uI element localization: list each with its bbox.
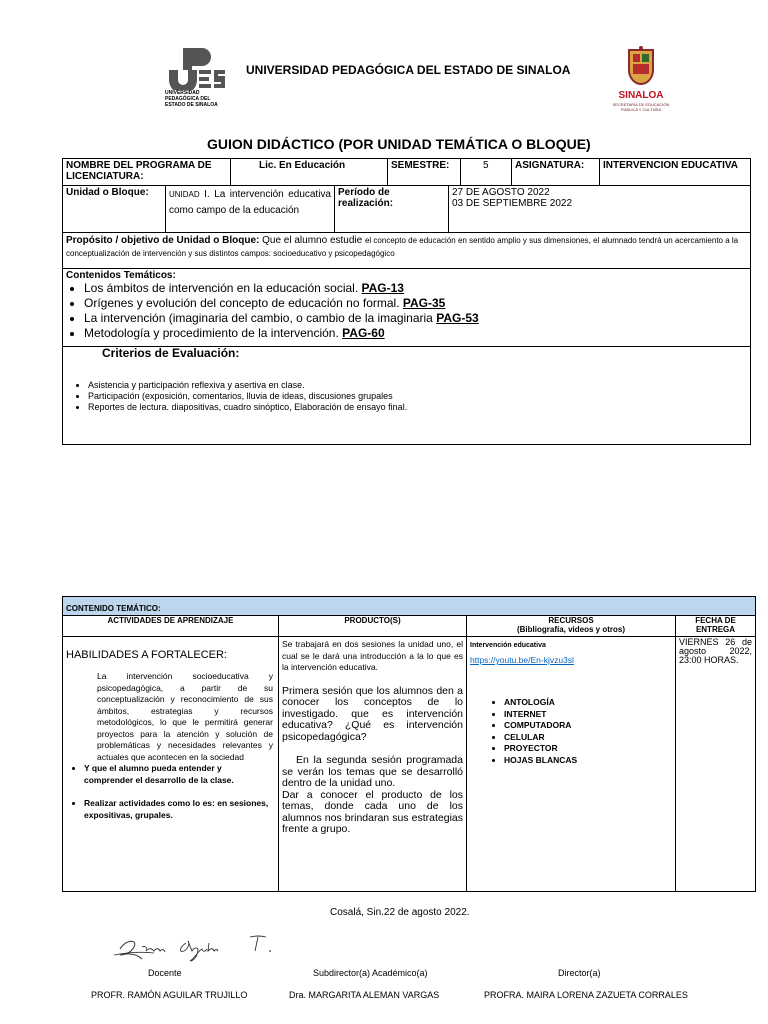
criteria-item: • Asistencia y participación reflexiva y asertiva en clase. <box>88 380 747 391</box>
sinaloa-shield-icon <box>621 46 661 90</box>
product-paragraph: Primera sesión que los alumnos den a conocer los conceptos de lo investigado. que es intervención educativa? ¿Qué es intervención psicopedagógica? <box>282 684 463 743</box>
period-label: Período de realización: <box>334 185 449 233</box>
content-section-header: CONTENIDO TEMÁTICO: <box>62 596 756 616</box>
unit-value <box>165 185 335 233</box>
name-director: PROFRA. MAIRA LORENA ZAZUETA CORRALES <box>484 990 688 1000</box>
contents-item-text: Los ámbitos de intervención en la educación social. <box>84 281 359 295</box>
resource-item: • INTERNET <box>504 709 672 721</box>
upes-logo-line: UNIVERSIDAD <box>165 90 200 96</box>
col-header-resources-sub: (Bibliografía, videos y otros) <box>516 625 625 634</box>
activities-cell <box>62 636 279 892</box>
sinaloa-logo-sub: SECRETARÍA DE EDUCACIÓN <box>612 102 670 107</box>
resources-cell <box>466 636 676 892</box>
criteria-section <box>62 346 751 445</box>
contents-item <box>84 296 747 311</box>
contents-item <box>84 326 747 341</box>
contents-item-page: PAG-35 <box>402 296 446 310</box>
col-header-date: FECHA DE ENTREGA <box>675 615 756 637</box>
contents-item-text: La intervención (imaginaria del cambio, o cambio de la imaginaria <box>84 311 433 325</box>
subject-value: INTERVENCION EDUCATIVA <box>599 158 751 186</box>
contents-item-page: PAG-13 <box>361 281 404 295</box>
resource-item: • CELULAR <box>504 732 672 744</box>
resource-item: • COMPUTADORA <box>504 720 672 732</box>
sinaloa-logo-sub: PÚBLICA Y CULTURA <box>620 107 662 112</box>
purpose-lead: Que el alumno estudie <box>262 235 363 246</box>
place-date: Cosalá, Sin.22 de agosto 2022. <box>330 907 470 918</box>
contents-item-text: Orígenes y evolución del concepto de educación no formal. <box>84 296 400 310</box>
unit-label: Unidad o Bloque: <box>62 185 166 233</box>
due-date-cell: VIERNES 26 de agosto 2022, 23:00 HORAS. <box>675 636 756 892</box>
col-header-product: PRODUCTO(S) <box>278 615 467 637</box>
program-value: Lic. En Educación <box>230 158 388 186</box>
unit-value-text: I. La intervención educativa como campo de la educación <box>169 189 331 216</box>
criteria-item: • Participación (exposición, comentarios, lluvia de ideas, discusiones grupales <box>88 391 747 402</box>
product-cell <box>278 636 467 892</box>
document-title: GUION DIDÁCTICO (POR UNIDAD TEMÁTICA O BLOQUE) <box>207 136 591 152</box>
purpose-text: el concepto de educación en sentido amplio y sus dimensiones, el alumnado tendrá un acercamiento a la conceptualización de intervención y sus distintos campos: socioeducativo y psicopedagógico <box>66 236 739 258</box>
skills-title <box>66 649 278 661</box>
sinaloa-logo-name: SINALOA <box>618 90 664 101</box>
name-teacher: PROFR. RAMÓN AGUILAR TRUJILLO <box>91 990 248 1000</box>
skills-bullet: • Y que el alumno pueda entender y comprender el desarrollo de la clase. <box>84 763 273 786</box>
purpose-row <box>62 232 751 269</box>
period-end: 03 DE SEPTIEMBRE 2022 <box>452 198 573 209</box>
col-header-resources <box>466 615 676 637</box>
resource-item: • PROYECTOR <box>504 743 672 755</box>
sinaloa-logo <box>602 46 680 114</box>
upes-logo-mark <box>169 48 225 90</box>
resources-video-link[interactable]: https://youtu.be/En-kjvzu3sl <box>470 655 574 665</box>
product-paragraph: Se trabajará en dos sesiones la unidad uno, el cual se le dará una introducción a la lo que es la intervención educativa. <box>282 639 463 672</box>
resource-item: • HOJAS BLANCAS <box>504 755 672 767</box>
skills-text: La intervención socioeducativa y psicopedagógica, a partir de su conceptualización y reconocimiento de sus ámbitos, estrategias y recursos metodológicos, lo que le permitirá generar proyectos para la atención y solución de problemáticas y necesidades relevantes y actuales que acontecen en la sociedad <box>97 671 273 762</box>
upes-logo <box>163 48 227 114</box>
semester-label: SEMESTRE: <box>387 158 461 186</box>
semester-value: 5 <box>460 158 512 186</box>
contents-item-text: Metodología y procedimiento de la intervención. <box>84 326 339 340</box>
teacher-signature <box>110 925 280 965</box>
subject-label: ASIGNATURA: <box>511 158 600 186</box>
upes-logo-line: ESTADO DE SINALOA <box>165 102 218 108</box>
contents-item-page: PAG-60 <box>342 326 385 340</box>
contents-item <box>84 281 747 296</box>
role-director: Director(a) <box>558 968 601 978</box>
product-paragraph: Dar a conocer el producto de los temas, donde cada uno de los alumnos nos brindaran sus estrategias frente a grupo. <box>282 788 463 835</box>
skills-bullet: • Realizar actividades como lo es: en sesiones, expositivas, grupales. <box>84 798 273 821</box>
product-paragraph: En la segunda sesión programada se verán los temas que se desarrolló dentro de la unidad uno. <box>282 754 463 789</box>
col-header-activities: ACTIVIDADES DE APRENDIZAJE <box>62 615 279 637</box>
contents-label: Contenidos Temáticos: <box>66 270 176 281</box>
program-label: NOMBRE DEL PROGRAMA DE LICENCIATURA: <box>62 158 231 186</box>
role-teacher: Docente <box>148 968 182 978</box>
resources-title: Intervención educativa <box>470 642 546 649</box>
contents-item <box>84 311 747 326</box>
criteria-label: Criterios de Evaluación: <box>102 346 240 360</box>
criteria-item: • Reportes de lectura. diapositivas, cuadro sinóptico, Elaboración de ensayo final. <box>88 402 747 413</box>
skills-title-colon: : <box>223 649 227 661</box>
resource-item: • ANTOLOGÍA <box>504 697 672 709</box>
university-name: UNIVERSIDAD PEDAGÓGICA DEL ESTADO DE SINALOA <box>246 63 571 77</box>
purpose-label: Propósito / objetivo de Unidad o Bloque: <box>66 235 260 246</box>
contents-item-page: PAG-53 <box>436 311 479 325</box>
skills-title-text: HABILIDADES A FORTALECER <box>66 649 224 661</box>
period-start: 27 DE AGOSTO 2022 <box>452 187 550 198</box>
period-value <box>448 185 751 233</box>
name-subdirector: Dra. MARGARITA ALEMAN VARGAS <box>289 990 440 1000</box>
col-header-resources-title: RECURSOS <box>548 616 594 625</box>
role-subdirector: Subdirector(a) Académico(a) <box>313 968 428 978</box>
unit-prefix: UNIDAD <box>169 190 200 199</box>
upes-logo-line: PEDAGÓGICA DEL <box>165 96 211 102</box>
contents-section <box>62 268 751 347</box>
